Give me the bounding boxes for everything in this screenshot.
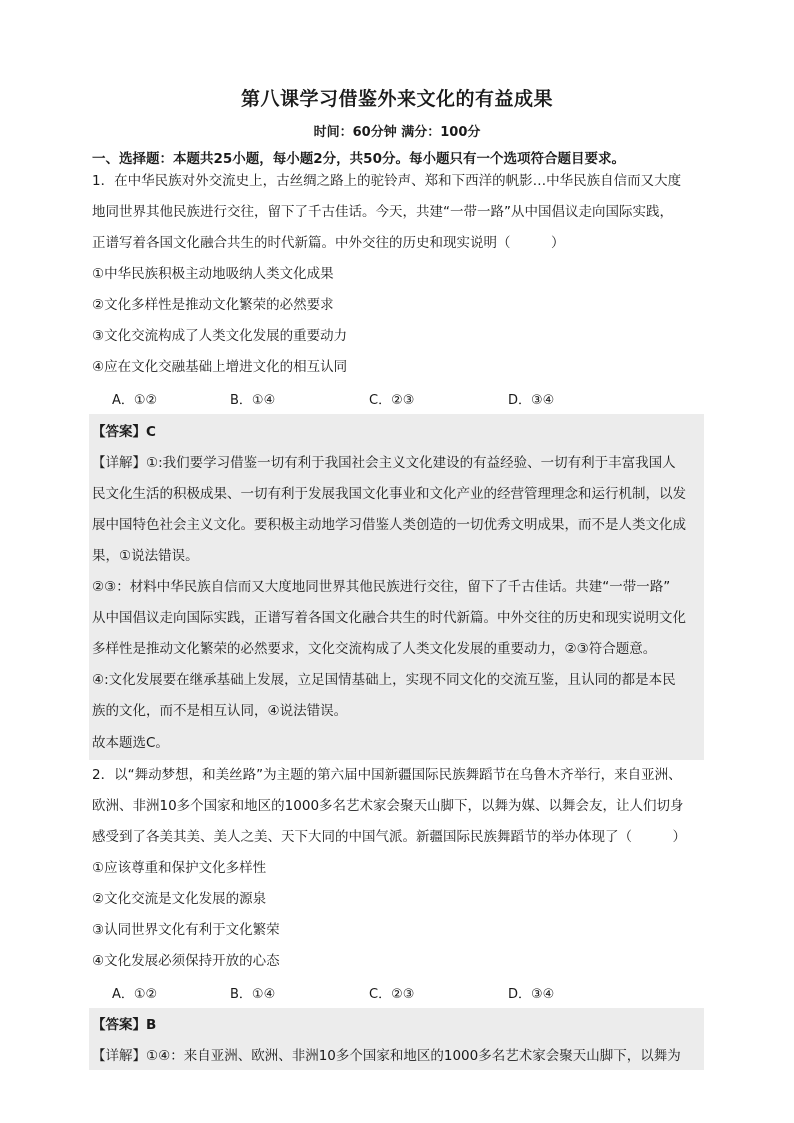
q2-option-b: B．①④ [230, 987, 276, 1002]
q1-detail-line: 多样性是推动文化繁荣的必然要求，文化交流构成了人类文化发展的重要动力，②③符合题意。 [92, 641, 657, 657]
q2-detail-line: 【详解】①④：来自亚洲、欧洲、非洲10多个国家和地区的1000多名艺术家会聚天山脚下，以舞为 [92, 1048, 681, 1064]
q2-answer: 【答案】B [92, 1017, 157, 1033]
q1-item: ①中华民族积极主动地吸纳人类文化成果 [92, 266, 334, 282]
q1-option-d: D．③④ [508, 393, 555, 408]
q2-stem-line: 欧洲、非洲10多个国家和地区的1000多名艺术家会聚天山脚下，以舞为媒、以舞会友，让人们切身 [92, 798, 684, 814]
q1-item: ④应在文化交融基础上增进文化的相互认同 [92, 359, 348, 375]
q1-answer: 【答案】C [92, 424, 156, 440]
section-heading: 一、选择题：本题共25小题，每小题2分，共50分。每小题只有一个选项符合题目要求。 [92, 151, 625, 167]
q2-stem-line: 2．以“舞动梦想，和美丝路”为主题的第六届中国新疆国际民族舞蹈节在乌鲁木齐举行，来自亚洲、 [92, 767, 682, 783]
exam-meta: 时间：60分钟 满分：100分 [313, 125, 481, 140]
q2-stem-line: 感受到了各美其美、美人之美、天下大同的中国气派。新疆国际民族舞蹈节的举办体现了（ ） [92, 829, 686, 845]
q2-item: ③认同世界文化有利于文化繁荣 [92, 922, 280, 938]
q1-stem-line: 1．在中华民族对外交流史上，古丝绸之路上的驼铃声、郑和下西洋的帆影…中华民族自信而又大度 [92, 173, 682, 189]
q1-detail-line: 展中国特色社会主义文化。要积极主动地学习借鉴人类创造的一切优秀文明成果，而不是人类文化成 [92, 517, 686, 533]
q1-detail-line: 从中国倡议走向国际实践，正谱写着各国文化融合共生的时代新篇。中外交往的历史和现实说明文化 [92, 610, 686, 626]
q1-detail-line: 族的文化，而不是相互认同，④说法错误。 [92, 703, 348, 719]
q1-option-a: A．①② [112, 393, 158, 408]
q1-detail-line: 故本题选C。 [92, 735, 169, 751]
q1-detail-line: 果，①说法错误。 [92, 548, 199, 564]
document-title: 第八课学习借鉴外来文化的有益成果 [240, 88, 553, 110]
q1-options [112, 389, 702, 409]
q1-detail-line: 【详解】①:我们要学习借鉴一切有利于我国社会主义文化建设的有益经验、一切有利于丰富我国人 [92, 455, 676, 471]
q2-item: ④文化发展必须保持开放的心态 [92, 953, 280, 969]
q1-option-b: B．①④ [230, 393, 276, 408]
q1-detail-line: ④:文化发展要在继承基础上发展，立足国情基础上，实现不同文化的交流互鉴，且认同的都是本民 [92, 672, 676, 688]
q2-item: ①应该尊重和保护文化多样性 [92, 860, 267, 876]
q1-item: ③文化交流构成了人类文化发展的重要动力 [92, 328, 348, 344]
q2-option-c: C．②③ [369, 987, 415, 1002]
q1-stem-line: 正谱写着各国文化融合共生的时代新篇。中外交往的历史和现实说明（ ） [92, 235, 565, 251]
q1-detail-line: 民文化生活的积极成果、一切有利于发展我国文化事业和文化产业的经营管理理念和运行机制，以发 [92, 486, 686, 502]
q2-option-a: A．①② [112, 987, 158, 1002]
q1-stem-line: 地同世界其他民族进行交往，留下了千古佳话。今天，共建“一带一路”从中国倡议走向国际实践， [92, 204, 673, 220]
q1-option-c: C．②③ [369, 393, 415, 408]
q2-option-d: D．③④ [508, 987, 555, 1002]
q1-detail-line: ②③：材料中华民族自信而又大度地同世界其他民族进行交往，留下了千古佳话。共建“一带一路” [92, 579, 671, 595]
q1-item: ②文化多样性是推动文化繁荣的必然要求 [92, 297, 334, 313]
q2-item: ②文化交流是文化发展的源泉 [92, 891, 267, 907]
q2-options [112, 983, 702, 1003]
